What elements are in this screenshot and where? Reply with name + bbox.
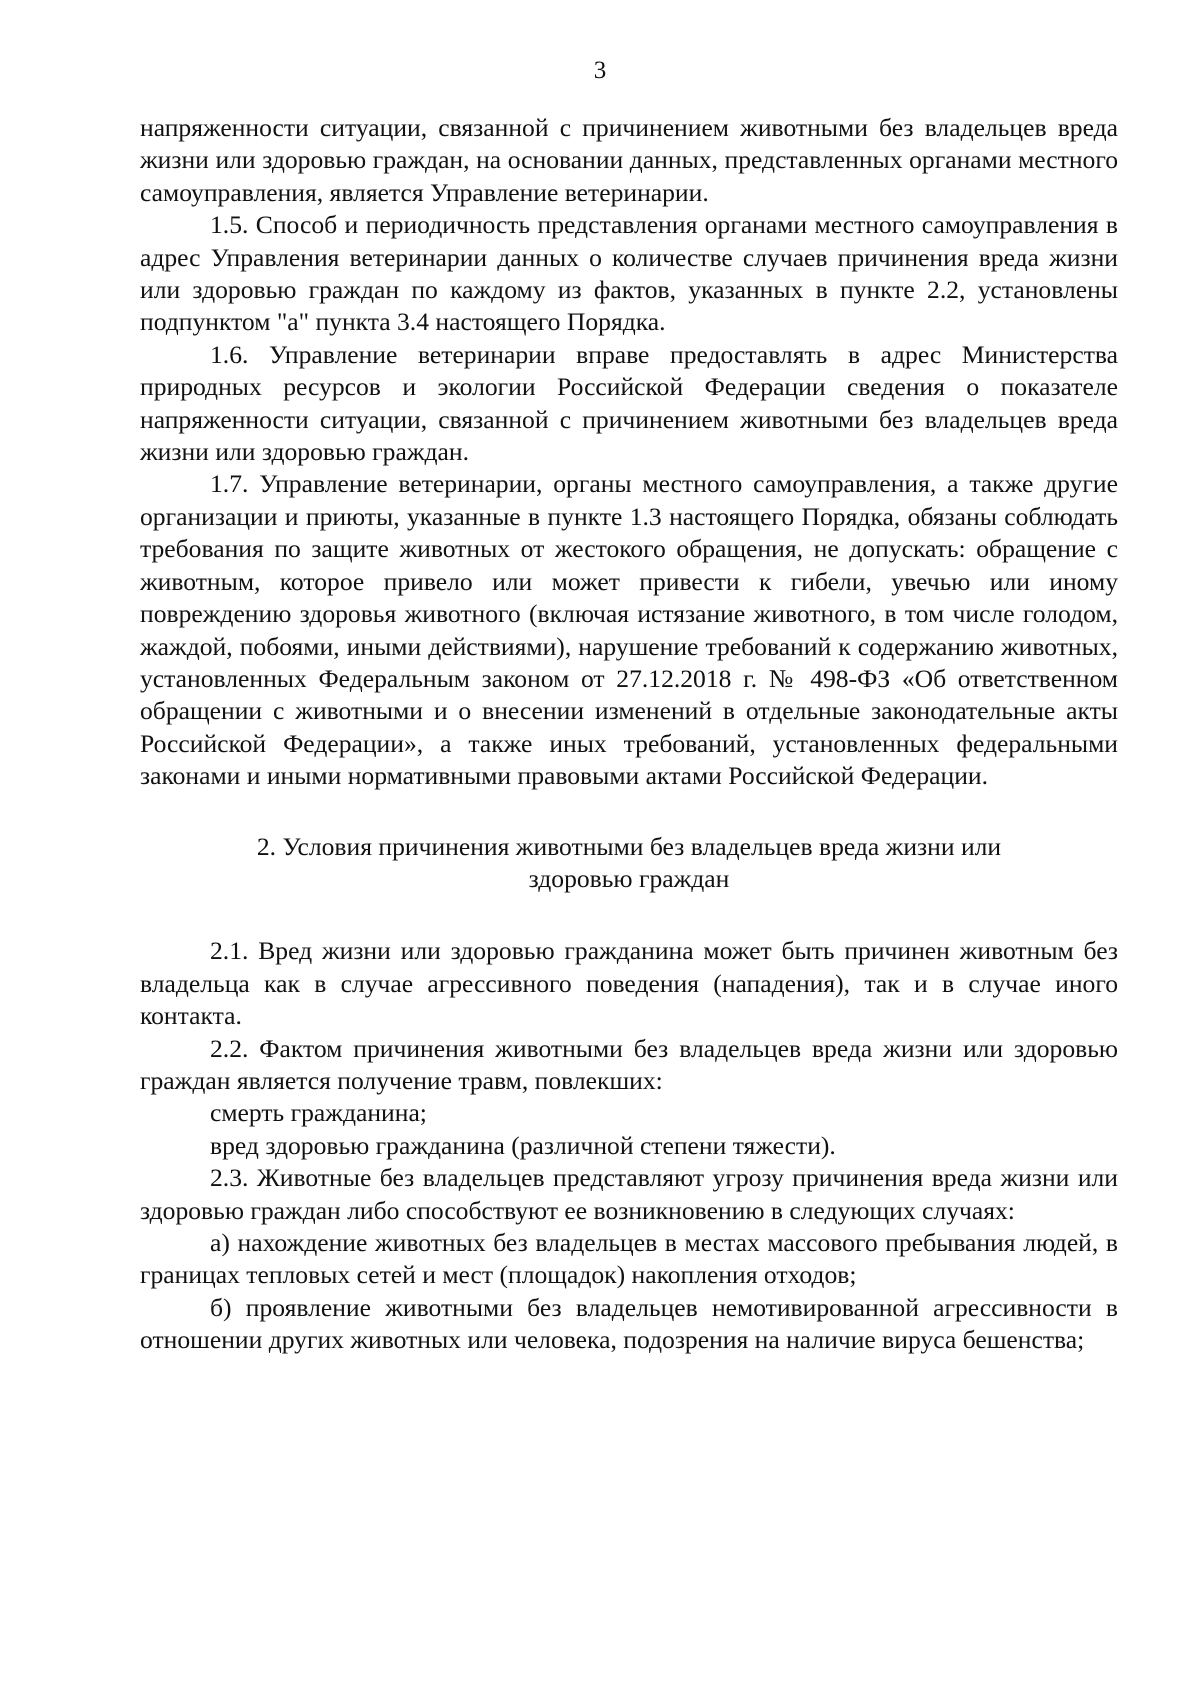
section-2-heading-line-2: здоровью граждан	[528, 863, 730, 893]
paragraph-1-5: 1.5. Способ и периодичность представления органами местного самоуправления в адрес Управления ветеринарии данных о количестве случаев причинения вреда жизни или здоровью граждан по каждому из фактов, указанных в пункте 2.2, установлены подпунктом "а" пункта 3.4 настоящего Порядка.	[140, 210, 1118, 337]
list-item-death: смерть гражданина;	[210, 1098, 427, 1128]
paragraph-2-3: 2.3. Животные без владельцев представляют угрозу причинения вреда жизни или здоровью граждан либо способствуют ее возникновению в следующих случаях:	[140, 1163, 1118, 1225]
document-body	[140, 112, 1118, 1357]
paragraph-2-2: 2.2. Фактом причинения животными без владельцев вреда жизни или здоровью граждан является получение травм, повлекших:	[140, 1033, 1118, 1095]
paragraph-1-6: 1.6. Управление ветеринарии вправе предоставлять в адрес Министерства природных ресурсов и экологии Российской Федерации сведения о показателе напряженности ситуации, связанной с причинением животными без владельцев вреда жизни или здоровью граждан.	[140, 339, 1118, 467]
paragraph-1-7: 1.7. Управление ветеринарии, органы местного самоуправления, а также другие организации и приюты, указанные в пункте 1.3 настоящего Порядка, обязаны соблюдать требования по защите животных от жестокого обращения, не допускать: обращение с животным, которое привело или может привести к гибели, увечью или иному повреждению здоровья животного (включая истязание животного, в том числе голодом, жаждой, побоями, иными действиями), нарушение требований к содержанию животных, установленных Федеральным законом от 27.12.2018 г. № 498-ФЗ «Об ответственном обращении с животными и о внесении изменений в отдельные законодательные акты Российской Федерации», а также иных требований, установленных федеральными законами и иными нормативными правовыми актами Российской Федерации.	[140, 469, 1118, 791]
paragraph-continuation: напряженности ситуации, связанной с причинением животными без владельцев вреда жизни или здоровью граждан, на основании данных, представленных органами местного самоуправления, является Управление ветеринарии.	[140, 113, 1118, 207]
section-2-heading	[140, 831, 1118, 896]
page-number: 3	[593, 57, 607, 84]
list-item-a: а) нахождение животных без владельцев в местах массового пребывания людей, в границах тепловых сетей и мест (площадок) накопления отходов;	[140, 1228, 1118, 1290]
paragraph-2-1: 2.1. Вред жизни или здоровью гражданина может быть причинен животным без владельца как в случае агрессивного поведения (нападения), так и в случае иного контакта.	[140, 936, 1118, 1031]
list-item-health-harm: вред здоровью гражданина (различной степени тяжести).	[210, 1130, 836, 1160]
section-2-heading-line-1: 2. Условия причинения животными без владельцев вреда жизни или	[256, 831, 1002, 861]
list-item-b: б) проявление животными без владельцев немотивированной агрессивности в отношении других животных или человека, подозрения на наличие вируса бешенства;	[140, 1292, 1118, 1355]
